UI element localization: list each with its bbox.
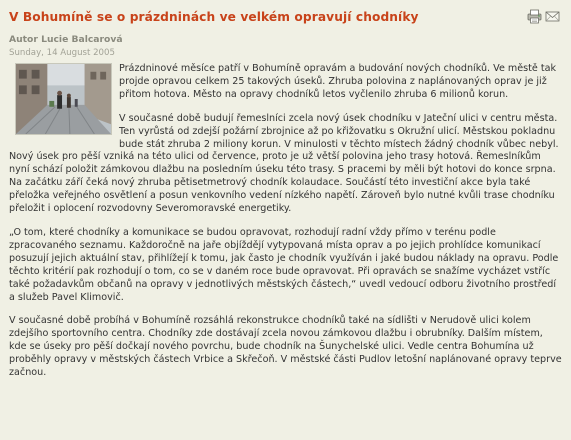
- article-actions: [527, 9, 560, 24]
- article-date: Sunday, 14 August 2005: [9, 48, 115, 58]
- article-header: [9, 8, 562, 30]
- article-author: Autor Lucie Balcarová: [9, 34, 123, 45]
- article-paragraph: Prázdninové měsíce patří v Bohumíně opravám a budování nových chodníků. Ve městě tak projde opravou celkem 25 takových úseků. Zhruba polovina z naplánovaných oprav je již přitom hotova. Město na opravy chodníků letos vyčlenilo zhruba 6 milionů korun.: [119, 63, 557, 100]
- article-title: V Bohumíně se o prázdninách ve velkém opravují chodníky: [9, 10, 419, 24]
- email-icon[interactable]: [545, 9, 560, 24]
- article-paragraph: „O tom, které chodníky a komunikace se budou opravovat, rozhodují radní vždy přímo v terénu podle zpracovaného seznamu. Každoročně na jaře objíždějí vytypovaná místa oprav a po jejich prohlídce komunikací posuzují jejich aktuální stav, přihlížejí k tomu, jak často je chodník využíván i jaké budou náklady na opravu. Podle těchto kritérií pak rozhodují o tom, co se v daném roce bude opravovat. Při opravách se snažíme vycházet vstříc také požadavkům občanů na opravy v jednotlivých městských částech,“ uvedl vedoucí odboru životního prostředí a služeb Pavel Klimovič.: [9, 226, 559, 303]
- article-paragraph: V současné době probíhá v Bohumíně rozsáhlá rekonstrukce chodníků také na sídlišti v Nerudově ulici kolem zdejšího sportovního centra. Chodníky zde dostávají zcela novou zámkovou dlažbu i obrubníky. Dalším místem, kde se úseky pro pěší dočkají nového povrchu, bude chodník na Šunychelské ulici. Vedle centra Bohumína už proběhly opravy v městských částech Vrbice a Skřečoň. V městské části Pudlov letošní naplánované opravy teprve začnou.: [9, 315, 562, 379]
- print-icon[interactable]: [527, 9, 542, 24]
- article-paragraph: V současné době budují řemeslníci zcela nový úsek chodníku v Jateční ulici v centru města. Ten vyrůstá od zdejší požární zbrojnice až po křižovatku s Okružní ulicí. Městskou pokladnu bude stát zhruba 2 miliony korun. V minulosti v těchto místech žádný chodník vůbec nebyl. Nový úsek pro pěší vzniká na této ulici od července, proto je už větší polovina jeho trasy hotová. Řemeslníkům nyní schází položit zámkovou dlažbu na posledním úseku této trasy. S pracemi by měli být hotovi do konce srpna. Na začátku září čeká nový zhruba pětisetmetrový chodník kolaudace. Součástí této investiční akce byla také přeložka veřejného osvětlení a posun venkovního vedení nízkého napětí. Zároveň bylo nutné kvůli trase chodníku přeložit i oplocení rozvodovny Severomoravské energetiky.: [9, 112, 559, 215]
- article-body: [9, 63, 562, 380]
- street-photo: [15, 63, 112, 135]
